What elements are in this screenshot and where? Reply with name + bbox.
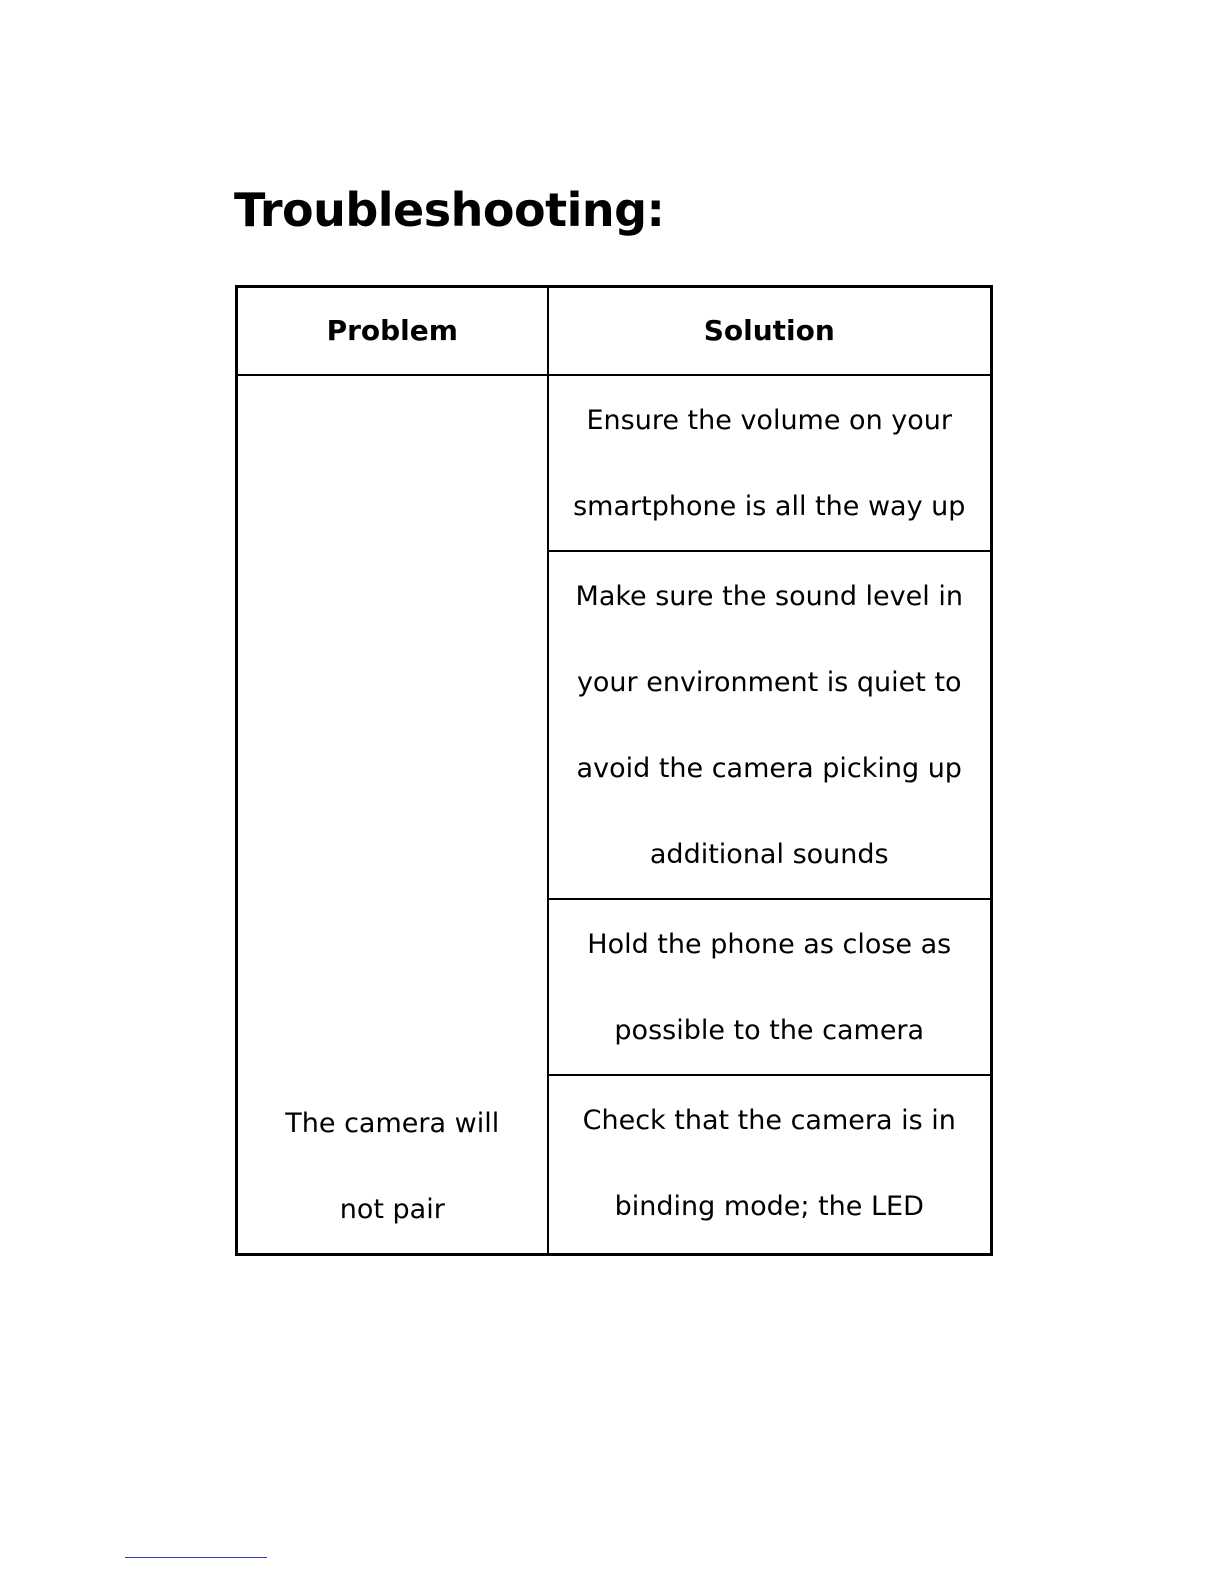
troubleshooting-table [235,285,993,1256]
solution-cell: Check that the camera is in binding mode; the LED [548,1075,992,1255]
table-header-row [237,287,992,375]
solution-cell: Hold the phone as close as possible to the camera [548,899,992,1075]
solution-cell: Ensure the volume on your smartphone is all the way up [548,375,992,551]
footnote-divider [125,1557,267,1558]
problem-column-header: Problem [237,287,548,375]
problem-cell: The camera will not pair [237,375,548,1255]
solution-cell: Make sure the sound level in your environment is quiet to avoid the camera picking up additional sounds [548,551,992,899]
table-row [237,375,992,551]
page-title: Troubleshooting: [234,183,665,237]
solution-column-header: Solution [548,287,992,375]
